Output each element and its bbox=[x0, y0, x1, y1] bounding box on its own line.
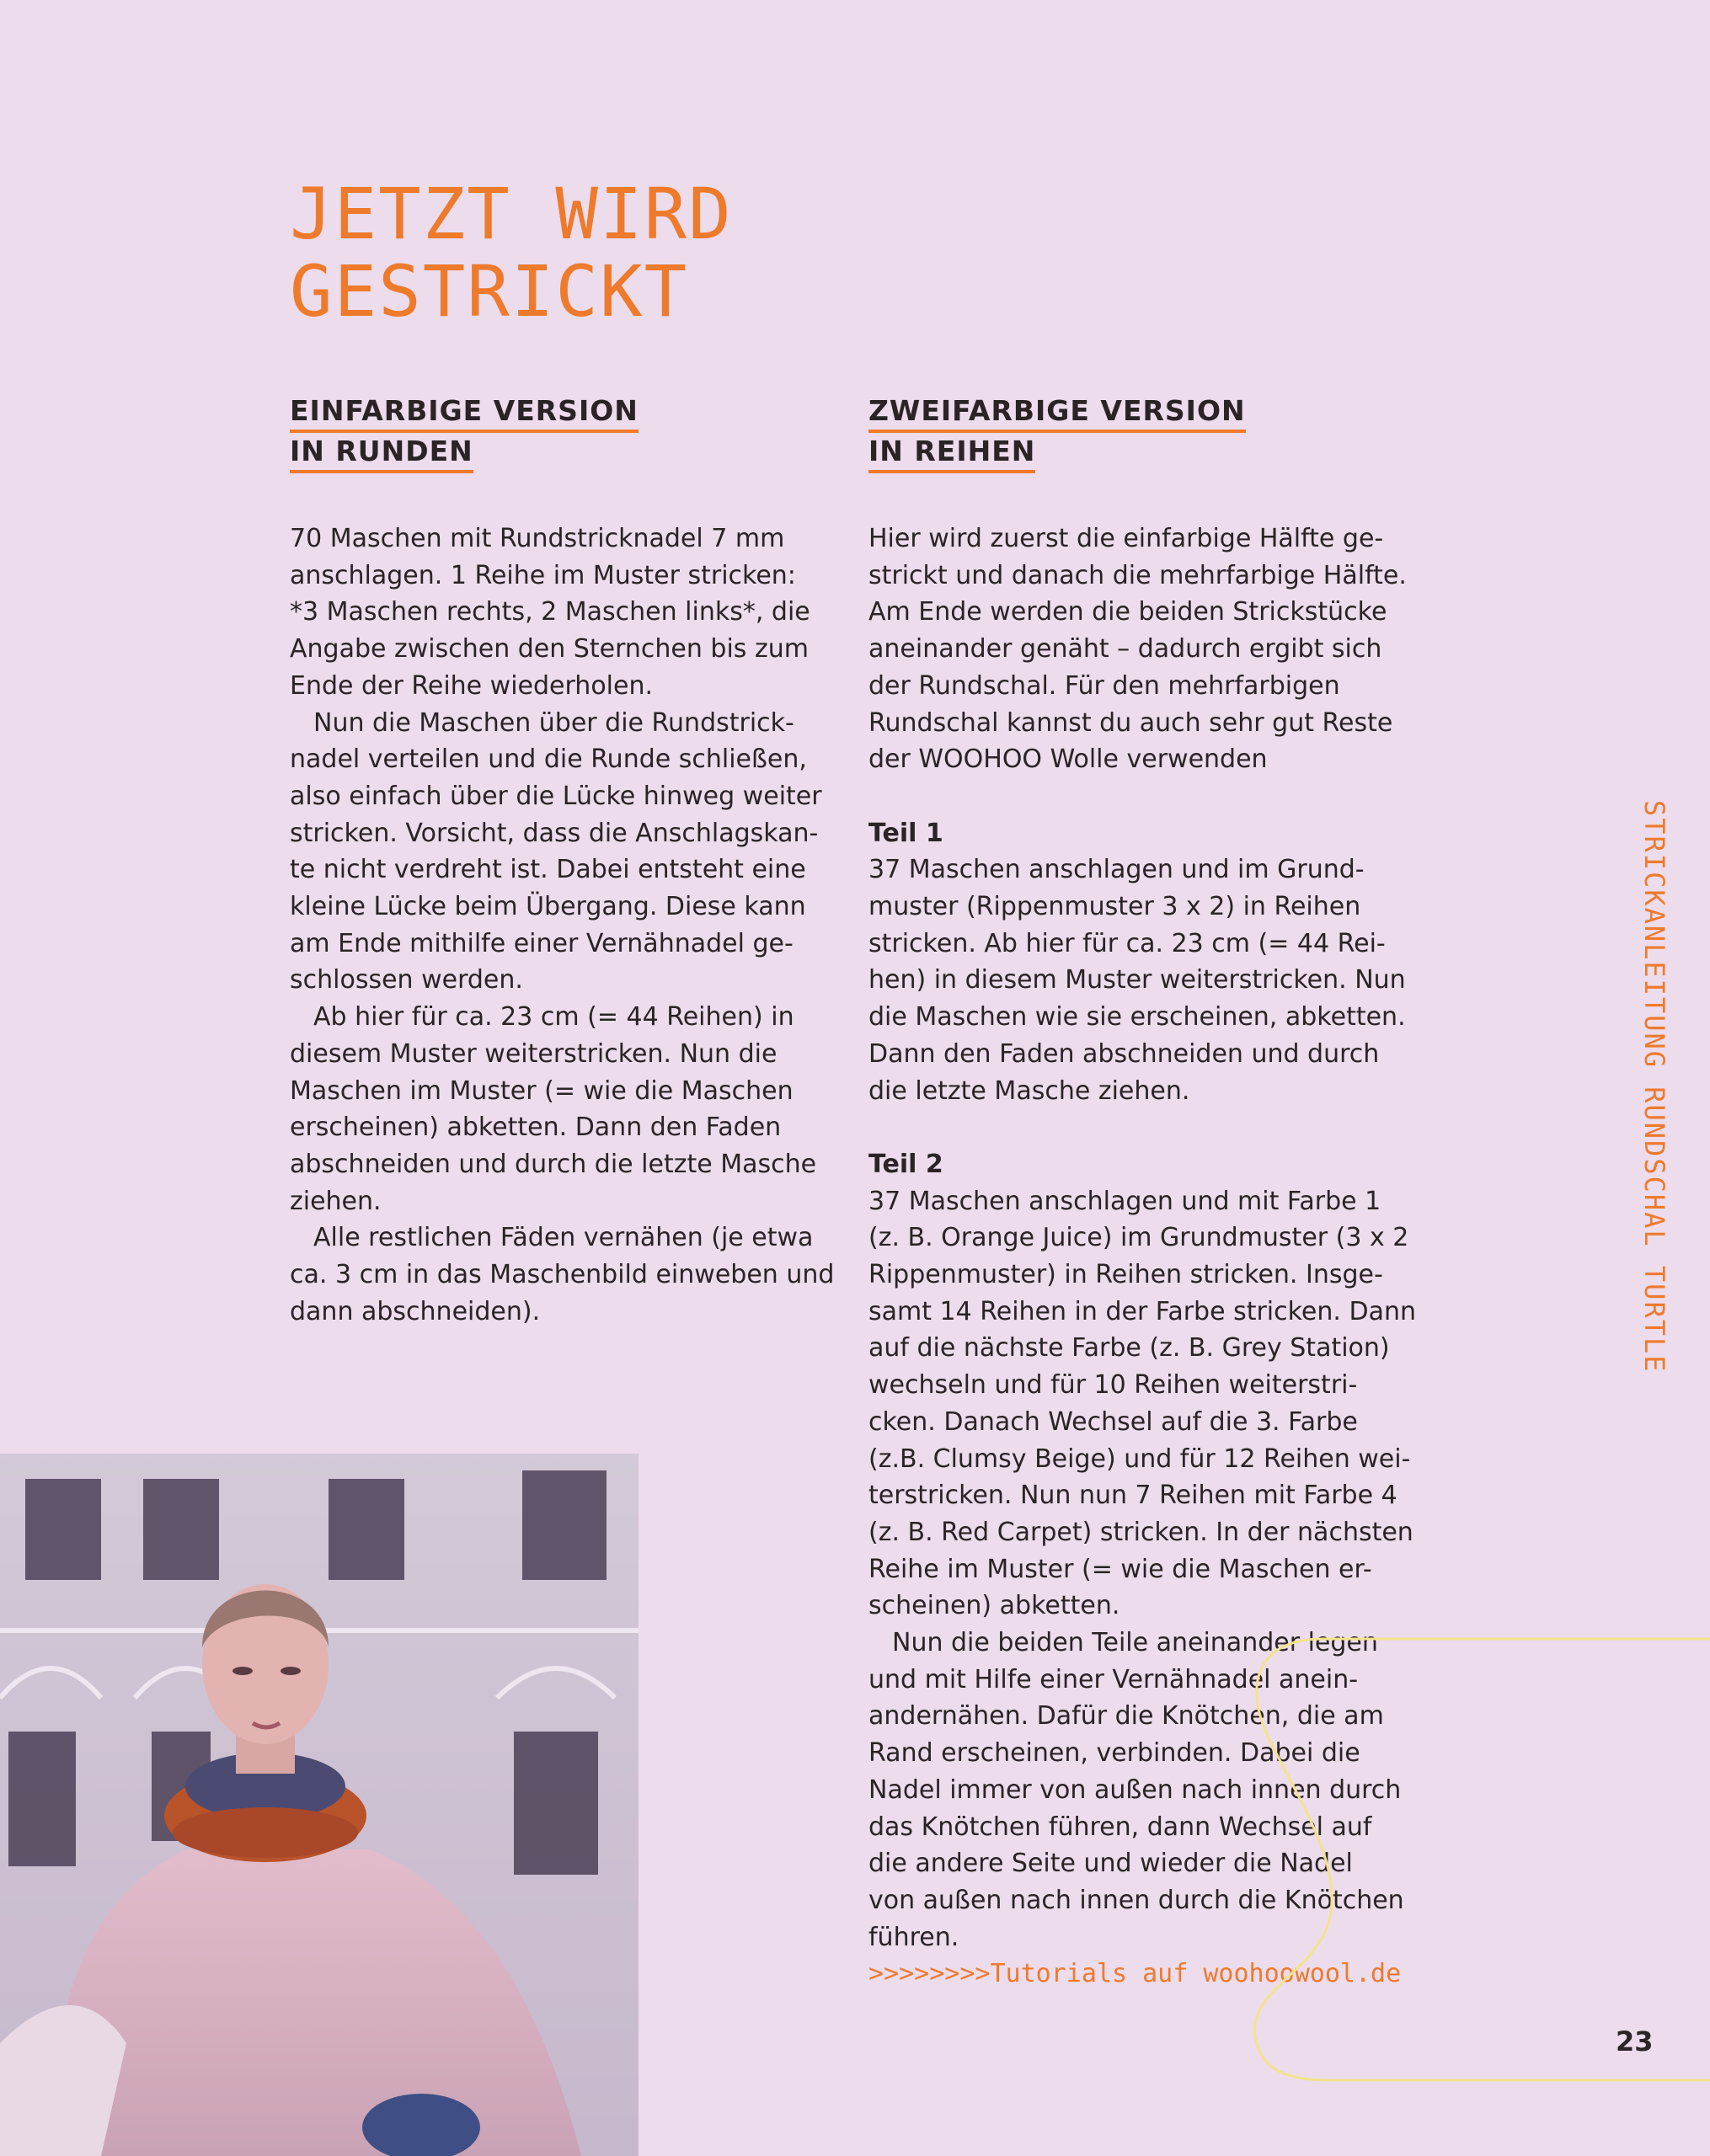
left-heading-line-1: EINFARBIGE VERSION bbox=[290, 392, 639, 433]
page-number: 23 bbox=[1616, 2025, 1654, 2057]
photo-woman-in-scarf bbox=[0, 1454, 639, 2156]
left-column bbox=[290, 392, 846, 1330]
right-heading-line-2: IN REIHEN bbox=[868, 433, 1035, 473]
tutorial-link[interactable]: >>>>>>>>Tutorials auf woohoowool.de bbox=[868, 1959, 1402, 1989]
title-line-1: JETZT WIRD bbox=[290, 173, 733, 255]
left-paragraph-2: Nun die Maschen über die Rundstrick- nadel verteilen und die Runde schließen, also einfach über die Lücke hinweg weiter stricken. Vorsicht, dass die Anschlagskan- te nicht verdreht ist. Dabei entsteht eine kleine Lücke beim Übergang. Diese kann am Ende mithilfe einer Vernähnadel ge- schlossen werden. bbox=[290, 707, 822, 995]
left-paragraph-3: Ab hier für ca. 23 cm (= 44 Reihen) in diesem Muster weiterstricken. Nun die Maschen im Muster (= wie die Maschen erscheinen) abketten. Dann den Faden abschneiden und durch die letzte Masche ziehen. bbox=[290, 1002, 817, 1216]
left-paragraph-4: Alle restlichen Fäden vernähen (je etwa ca. 3 cm in das Maschenbild einweben und dann abschneiden). bbox=[290, 1223, 835, 1326]
teil-2-title: Teil 2 bbox=[868, 1149, 943, 1179]
side-label: STRICKANLEITUNG RUNDSCHAL TURTLE bbox=[1638, 800, 1670, 1374]
right-heading-line-1: ZWEIFARBIGE VERSION bbox=[868, 392, 1246, 433]
right-intro: Hier wird zuerst die einfarbige Hälfte ge- strickt und danach die mehrfarbige Hälfte. Am Ende werden die beiden Strickstücke aneinander genäht – dadurch ergibt sich der Rundschal. Für den mehrfarbigen Rundschal kannst du auch sehr gut Reste der WOOHOO Wolle verwenden bbox=[868, 524, 1407, 775]
right-heading bbox=[868, 392, 1416, 473]
title-line-2: GESTRICKT bbox=[290, 250, 689, 333]
page-title bbox=[290, 173, 733, 333]
left-paragraph-1: 70 Maschen mit Rundstricknadel 7 mm anschlagen. 1 Reihe im Muster stricken: *3 Maschen rechts, 2 Maschen links*, die Angabe zwischen den Sternchen bis zum Ende der Reihe wiederholen. bbox=[290, 524, 810, 701]
decorative-curve bbox=[1238, 1634, 1710, 2089]
teil-1-text: 37 Maschen anschlagen und im Grund- muster (Rippenmuster 3 x 2) in Reihen stricken. Ab hier für ca. 23 cm (= 44 Rei- hen) in diesem Muster weiterstricken. Nun die Maschen wie sie erscheinen, abketten. Dann den Faden abschneiden und durch die letzte Masche ziehen. bbox=[868, 855, 1406, 1106]
spacer bbox=[868, 1109, 1416, 1146]
teil-1-title: Teil 1 bbox=[868, 818, 943, 848]
left-heading bbox=[290, 392, 846, 473]
teil-2-text-continued: Nun die beiden Teile aneinander legen und mit Hilfe einer Vernähnadel anein- andernähen. Dafür die Knötchen, die am Rand erscheinen, verbinden. Dabei die Nadel immer von außen nach innen durch das Knötchen führen, dann Wechsel auf die andere Seite und wieder die Nadel von außen nach innen durch die Knötchen führen. bbox=[868, 1628, 1404, 1952]
spacer bbox=[868, 778, 1416, 815]
teil-2-text: 37 Maschen anschlagen und mit Farbe 1 (z. B. Orange Juice) im Grundmuster (3 x 2 Rippenmuster) in Reihen stricken. Insge- samt 14 Reihen in der Farbe stricken. Dann auf die nächste Farbe (z. B. Grey Station) wechseln und für 10 Reihen weiterstri- cken. Danach Wechsel auf die 3. Farbe (z.B. Clumsy Beige) und für 12 Reihen wei- terstricken. Nun nun 7 Reihen mit Farbe 4 (z. B. Red Carpet) stricken. In der nächsten Reihe im Muster (= wie die Maschen er- scheinen) abketten. bbox=[868, 1186, 1416, 1621]
left-heading-line-2: IN RUNDEN bbox=[290, 433, 473, 473]
